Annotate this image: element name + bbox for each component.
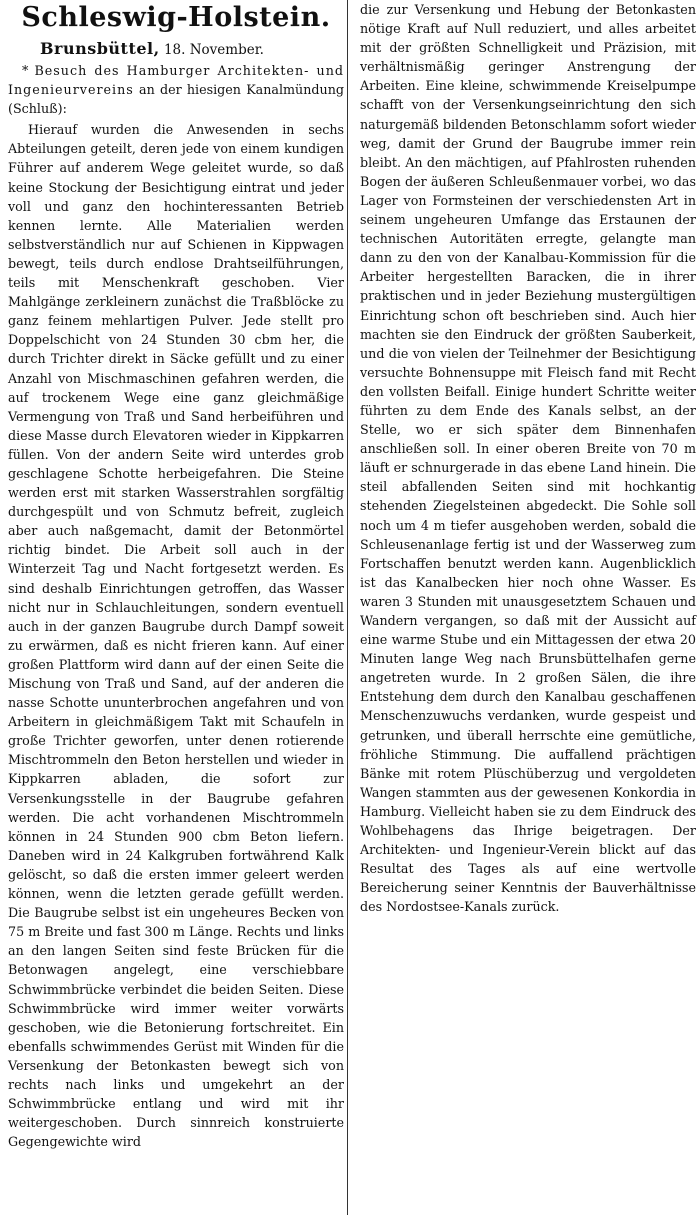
- section-heading: Schleswig-Holstein.: [21, 2, 331, 33]
- column-rule: [347, 0, 348, 1215]
- right-column: [360, 0, 696, 917]
- article-lead: [8, 61, 344, 118]
- lead-rest: an der hiesigen Kanalmündung (Schluß):: [8, 82, 344, 117]
- article-body-left: Hierauf wurden die Anwesenden in sechs Abteilungen geteilt, deren jede von einem kundigen Führer auf anderem Wege geleitet wurde, so daß keine Stockung der Besichtigung eintrat und jeder voll und ganz den hochinteressanten Betrieb kennen lernte. Alle Materialien werden selbstverständlich nur auf Schienen in Kippwagen bewegt, teils durch endlose Drahtseilführungen, teils mit Menschenkraft geschoben. Vier Mahlgänge zerkleinern zunächst die Traßblöcke zu ganz feinem mehlartigen Pulver. Jede stellt pro Doppelschicht von 24 Stunden 30 cbm her, die durch Trichter direkt in Säcke gefüllt und zu einer Anzahl von Mischmaschinen gefahren werden, die auf trockenem Wege eine ganz gleichmäßige Vermengung von Traß und Sand herbeiführen und diese Masse durch Elevatoren wieder in Kippkarren füllen. Von der andern Seite wird unterdes grob geschlagene Schotte herbeigefahren. Die Steine werden erst mit starken Wasserstrahlen sorgfältig durchgespült und von Schmutz befreit, zugleich aber auch naßgemacht, damit der Betonmörtel richtig bindet. Die Arbeit soll auch in der Winterzeit Tag und Nacht fortgesetzt werden. Es sind deshalb Einrichtungen getroffen, das Wasser nicht nur in Schlauchleitungen, sondern eventuell auch in der ganzen Baugrube durch Dampf soweit zu erwärmen, daß es nicht frieren kann. Auf einer großen Plattform wird dann auf der einen Seite die Mischung von Traß und Sand, auf der anderen die nasse Schotte ununterbrochen angefahren und von Arbeitern in gleichmäßigem Takt mit Schaufeln in große Trichter geworfen, unter denen rotierende Mischtrommeln den Beton herstellen und wieder in Kippkarren abladen, die sofort zur Versenkungsstelle in der Baugrube gefahren werden. Die acht vorhandenen Mischtrommeln können in 24 Stunden 900 cbm Beton liefern. Daneben wird in 24 Kalkgruben fortwährend Kalk gelöscht, so daß die ersten immer geleert werden können, wenn die letzten gerade gefüllt werden. Die Baugrube selbst ist ein ungeheures Becken von 75 m Breite und fast 300 m Länge. Rechts und links an den langen Seiten sind feste Brücken für die Betonwagen angelegt, eine verschiebbare Schwimmbrücke verbindet die beiden Seiten. Diese Schwimmbrücke wird immer weiter vorwärts geschoben, wie die Betonierung fortschreitet. Ein ebenfalls schwimmendes Gerüst mit Winden für die Versenkung der Betonkasten bewegt sich von rechts nach links und umgekehrt an der Schwimmbrücke entlang und wird mit ihr weitergeschoben. Durch sinnreich konstruierte Gegengewichte wird: [8, 122, 344, 1150]
- left-column: [8, 0, 344, 1151]
- lead-marker: *: [22, 63, 29, 78]
- article-body-right: die zur Versenkung und Hebung der Betonkasten nötige Kraft auf Null reduziert, und alles arbeitet mit der größten Schnelligkeit und Präzision, mit verhältnismäßig geringer Anstrengung der Arbeiten. Eine kleine, schwimmende Kreiselpumpe schafft von der Versenkungseinrichtung den sich naturgemäß bildenden Betonschlamm sofort wieder weg, damit der Grund der Baugrube immer rein bleibt. An den mächtigen, auf Pfahlrosten ruhenden Bogen der äußeren Schleußenmauer vorbei, wo das Lager von Formsteinen der verschiedensten Art in seinem ungeheuren Umfange das Erstaunen der technischen Autoritäten erregte, gelangte man dann zu den von der Kanalbau-Kommission für die Arbeiter hergestellten Baracken, die in ihrer praktischen und in jeder Beziehung mustergültigen Einrichtung schon oft beschrieben sind. Auch hier machten sie den Eindruck der größten Sauberkeit, und die von vielen der Teilnehmer der Besichtigung versuchte Bohnensuppe mit Fleisch fand mit Recht den vollsten Beifall. Einige hundert Schritte weiter führten zu dem Ende des Kanals selbst, an der Stelle, wo er sich später dem Binnenhafen anschließen soll. In einer oberen Breite von 70 m läuft er schnurgerade in das ebene Land hinein. Die steil abfallenden Seiten sind mit hochkantig stehenden Ziegelsteinen abgedeckt. Die Sohle soll noch um 4 m tiefer ausgehoben werden, sobald die Schleusenanlage fertig ist und der Wasserweg zum Fortschaffen benutzt werden kann. Augenblicklich ist das Kanalbecken hier noch ohne Wasser. Es waren 3 Stunden mit unausgesetztem Schauen und Wandern vergangen, so daß mit der Aussicht auf eine warme Stube und ein Mittagessen der etwa 20 Minuten lange Weg nach Brunsbüttelhafen gerne angetreten wurde. In 2 großen Sälen, die ihre Entstehung dem durch den Kanalbau geschaffenen Menschenzuwuchs verdanken, wurde gespeist und getrunken, und überall herrschte eine gemütliche, fröhliche Stimmung. Die auffallend prächtigen Bänke mit rotem Plüschüberzug und vergoldeten Wangen stammten aus der gewesenen Konkordia in Hamburg. Vielleicht haben sie zu dem Eindruck des Wohlbehagens das Ihrige beigetragen. Der Architekten- und Ingenieur-Verein blickt auf das Resultat des Tages als auf eine wertvolle Bereicherung seiner Kenntnis der Bauverhältnisse des Nordostsee-Kanals zurück.: [360, 2, 696, 915]
- dateline: [8, 38, 344, 61]
- dateline-date: 18. November.: [163, 42, 264, 58]
- lead-title: Besuch des Hamburger Architekten- und Ingenieurvereins: [8, 63, 344, 98]
- dateline-place: Brunsbüttel,: [40, 39, 160, 58]
